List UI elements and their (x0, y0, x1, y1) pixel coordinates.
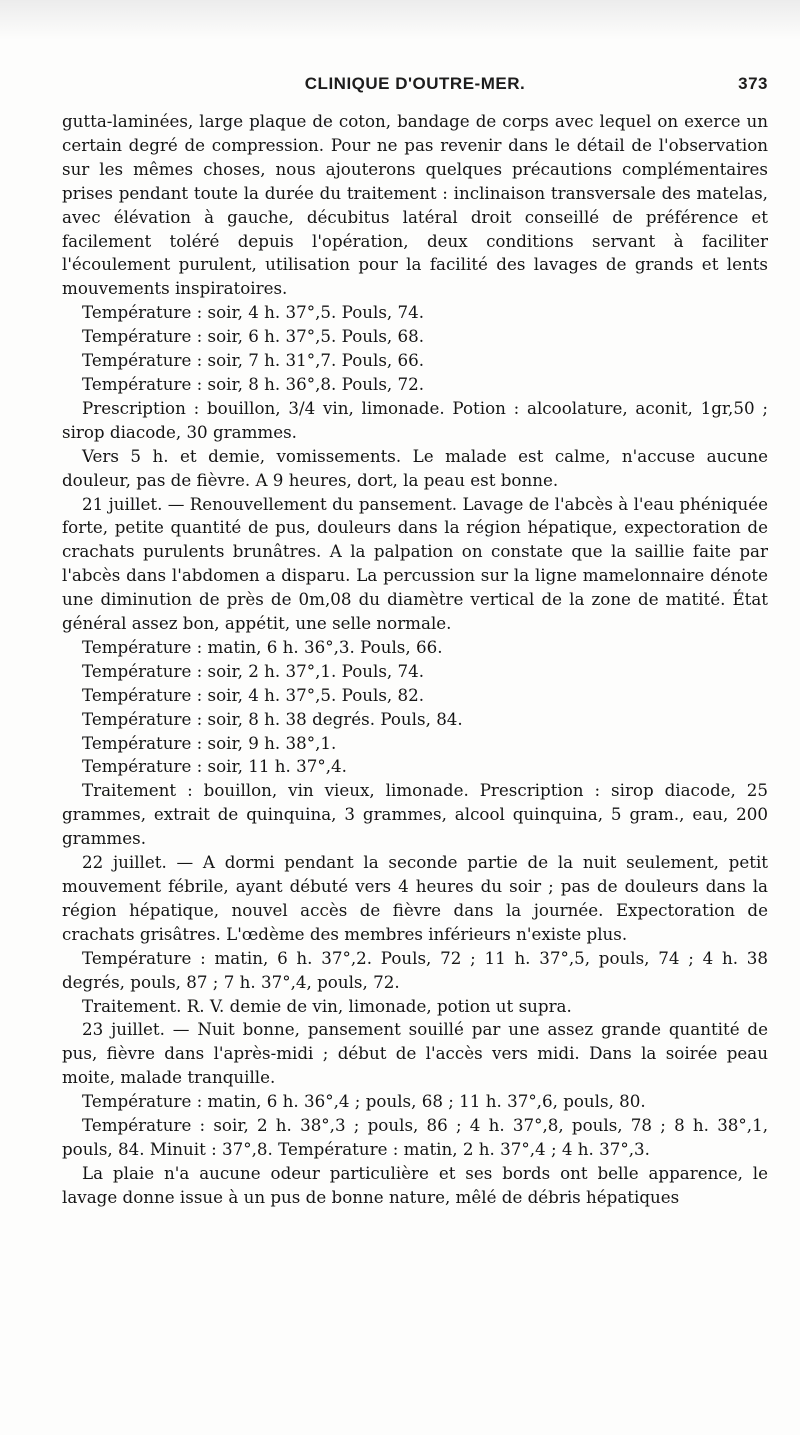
temperature-line: Température : soir, 7 h. 31°,7. Pouls, 66. (82, 350, 425, 371)
page-number: 373 (738, 74, 768, 93)
paragraph: La plaie n'a aucune odeur particulière et ses bords ont belle apparence, le lavage donne issue à un pus de bonne nature, mêlé de débris hépatiques (62, 1162, 768, 1207)
prescription-paragraph: Prescription : bouillon, 3/4 vin, limonade. Potion : alcoolature, aconit, 1gr,50 ; sirop diacode, 30 grammes. (62, 397, 768, 442)
entry-22-juillet: 22 juillet. — A dormi pendant la seconde partie de la nuit seulement, petit mouvement fébrile, ayant débuté vers 4 heures du soir ; pas de douleurs dans la région hépatique, nouvel accès de fièvre dans la journée. Expectoration de crachats grisâtres. L'œdème des membres inférieurs n'existe plus. (62, 852, 768, 944)
scan-edge-shading (0, 0, 800, 40)
temperature-line: Température : soir, 6 h. 37°,5. Pouls, 68. (82, 326, 425, 347)
treatment-paragraph: Traitement : bouillon, vin vieux, limonade. Prescription : sirop diacode, 25 grammes, extrait de quinquina, 3 grammes, alcool quinquina, 5 gram., eau, 200 grammes. (62, 780, 768, 849)
temperature-line: Température : soir, 8 h. 36°,8. Pouls, 72. (82, 373, 425, 394)
treatment-paragraph: Traitement. R. V. demie de vin, limonade, potion ut supra. (82, 995, 572, 1016)
temperature-paragraph: Température : soir, 2 h. 38°,3 ; pouls, 86 ; 4 h. 37°,8, pouls, 78 ; 8 h. 38°,1, pouls, 84. Minuit : 37°,8. Température : matin, 2 h. 37°,4 ; 4 h. 37°,3. (62, 1115, 768, 1159)
temperature-paragraph: Température : matin, 6 h. 37°,2. Pouls, 72 ; 11 h. 37°,5, pouls, 74 ; 4 h. 38 degrés, pouls, 87 ; 7 h. 37°,4, pouls, 72. (62, 947, 768, 992)
running-title: CLINIQUE D'OUTRE-MER. (304, 74, 526, 93)
temperature-line: Température : soir, 8 h. 38 degrés. Pouls, 84. (82, 708, 463, 729)
temperature-line: Température : matin, 6 h. 36°,3. Pouls, 66. (82, 636, 443, 657)
temperature-line: Température : soir, 4 h. 37°,5. Pouls, 82. (82, 684, 425, 705)
entry-21-juillet: 21 juillet. — Renouvellement du pansement. Lavage de l'abcès à l'eau phéniquée forte, petite quantité de pus, douleurs dans la région hépatique, expectoration de crachats purulents brunâtres. A la palpation on constate que la saillie faite par l'abcès dans l'abdomen a disparu. La percussion sur la ligne mamelonnaire dénote une diminution de près de 0m,08 du diamètre vertical de la zone de matité. État général assez bon, appétit, une selle normale. (62, 493, 768, 634)
running-header (62, 74, 768, 100)
temperature-line: Température : matin, 6 h. 36°,4 ; pouls, 68 ; 11 h. 37°,6, pouls, 80. (82, 1091, 646, 1112)
temperature-line: Température : soir, 9 h. 38°,1. (82, 732, 337, 753)
temperature-line: Température : soir, 4 h. 37°,5. Pouls, 74. (82, 302, 425, 323)
paragraph-continuation: gutta-laminées, large plaque de coton, bandage de corps avec lequel on exerce un certain degré de compression. Pour ne pas revenir dans le détail de l'observation sur les mêmes choses, nous ajouterons quelques précautions complémentaires prises pendant toute la durée du traitement : inclinaison transversale des matelas, avec élévation à gauche, décubitus latéral droit conseillé de préférence et facilement toléré depuis l'opération, deux conditions servant à faciliter l'écoulement purulent, utilisation pour la facilité des lavages de grands et lents mouvements inspiratoires. (62, 111, 768, 299)
paragraph: Vers 5 h. et demie, vomissements. Le malade est calme, n'accuse aucune douleur, pas de fièvre. A 9 heures, dort, la peau est bonne. (62, 445, 768, 490)
body-text (62, 110, 768, 1210)
temperature-line: Température : soir, 2 h. 37°,1. Pouls, 74. (82, 660, 425, 681)
temperature-line: Température : soir, 11 h. 37°,4. (82, 756, 347, 777)
entry-23-juillet: 23 juillet. — Nuit bonne, pansement souillé par une assez grande quantité de pus, fièvre dans l'après-midi ; début de l'accès vers midi. Dans la soirée peau moite, malade tranquille. (62, 1019, 768, 1088)
